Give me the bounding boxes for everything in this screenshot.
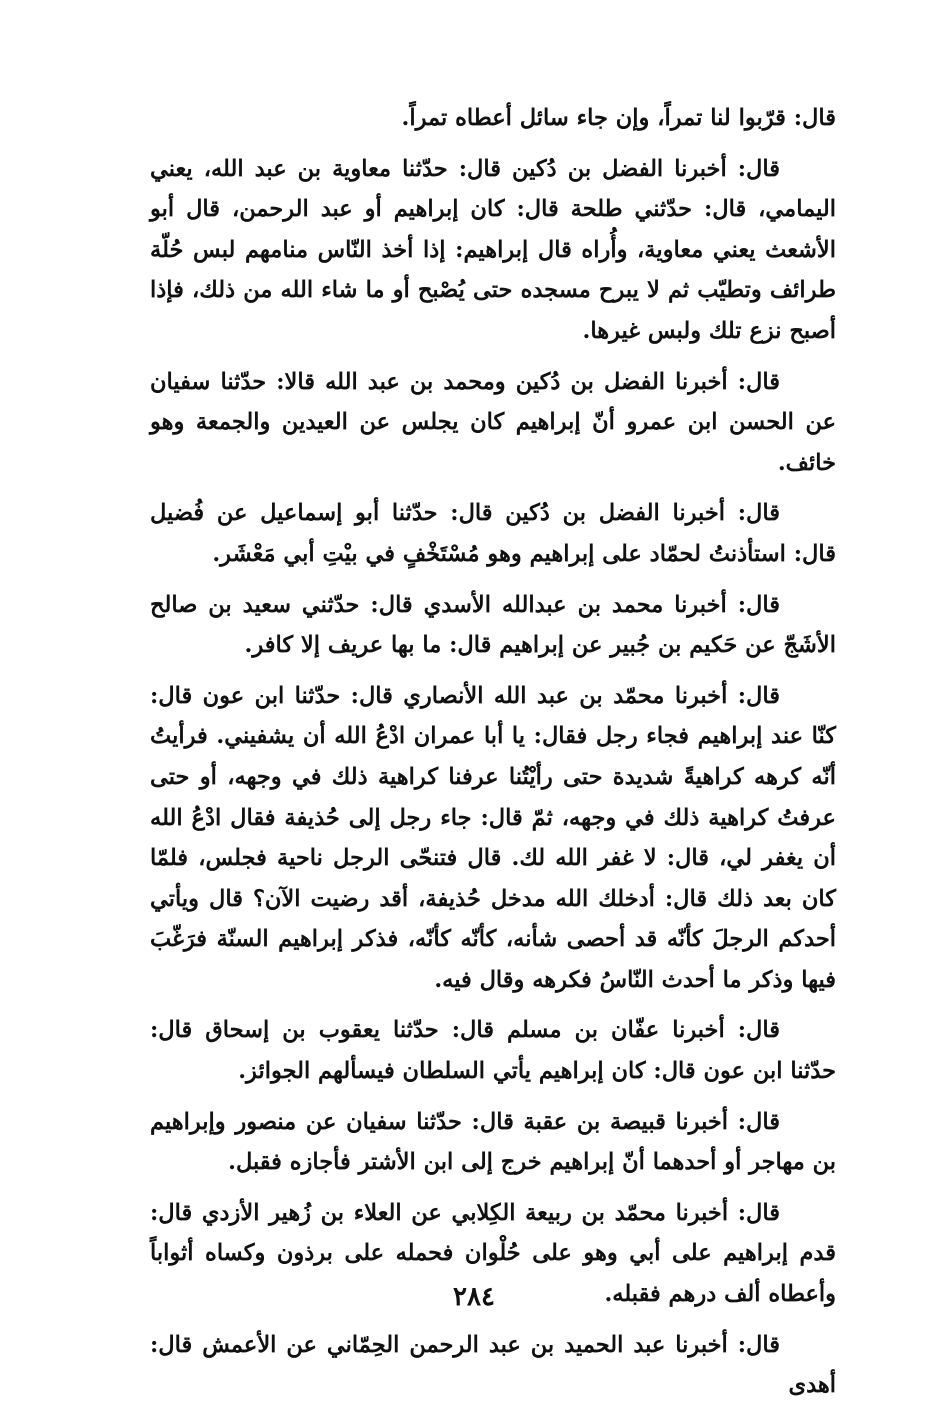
paragraph-3: قال: أخبرنا الفضل بن دُكين ومحمد بن عبد الله قالا: حدّثنا سفيان عن الحسن ابن عمرو أنّ إبراهيم كان يجلس عن العيدين والجمعة وهو خائف. xyxy=(150,368,836,476)
page-body xyxy=(150,98,836,1416)
paragraph-7: قال: أخبرنا عفّان بن مسلم قال: حدّثنا يعقوب بن إسحاق قال: حدّثنا ابن عون قال: كان إبراهيم يأتي السلطان فيسألهم الجوائز. xyxy=(150,1017,836,1085)
paragraph-5: قال: أخبرنا محمد بن عبدالله الأسدي قال: حدّثني سعيد بن صالح الأشَجّ عن حَكيم بن جُبير عن إبراهيم قال: ما بها عريف إلا كافر. xyxy=(150,591,836,659)
paragraph-2: قال: أخبرنا الفضل بن دُكين قال: حدّثنا معاوية بن عبد الله، يعني اليمامي، قال: حدّثني طلحة قال: كان إبراهيم أو عبد الرحمن، قال أبو الأشعث يعني معاوية، وأُراه قال إبراهيم: إذا أخذ النّاس منامهم لبس حُلّة طرائف وتطيّب ثم لا يبرح مسجده حتى يُصْبح أو ما شاء الله من ذلك، فإذا أصبح نزع تلك ولبس غيرها. xyxy=(150,155,836,344)
paragraph-1: قال: قرّبوا لنا تمراً، وإن جاء سائل أعطاه تمراً. xyxy=(401,105,836,131)
page-number: ٢٨٤ xyxy=(453,1282,495,1312)
paragraph-8: قال: أخبرنا قبيصة بن عقبة قال: حدّثنا سفيان عن منصور وإبراهيم بن مهاجر أو أحدهما أنّ إبراهيم خرج إلى ابن الأشتر فأجازه فقبل. xyxy=(150,1108,836,1176)
paragraph-6: قال: أخبرنا محمّد بن عبد الله الأنصاري قال: حدّثنا ابن عون قال: كنّا عند إبراهيم فجاء رجل فقال: يا أبا عمران ادْعُ الله أن يشفيني. فرأيتُ أنّه كرهه كراهيةً شديدة حتى رأيْتُنا عرفنا كراهية ذلك في وجهه، أو حتى عرفتُ كراهية ذلك في وجهه، ثمّ قال: جاء رجل إلى حُذيفة فقال ادْعُ الله أن يغفر لي، قال: لا غفر الله لك. قال فتنحّى الرجل ناحية فجلس، فلمّا كان بعد ذلك قال: أدخلك الله مدخل حُذيفة، أقد رضيت الآن؟ قال ويأتي أحدكم الرجلَ كأنّه قد أحصى شأنه، كأنّه كأنّه، فذكر إبراهيم السنّة فرَغّبَ فيها وذكر ما أحدث النّاسُ فكرهه وقال فيه. xyxy=(150,682,836,993)
paragraph-4: قال: أخبرنا الفضل بن دُكين قال: حدّثنا أبو إسماعيل عن فُضيل قال: استأذنتُ لحمّاد على إبراهيم وهو مُسْتَخْفٍ في بيْتِ أبي مَعْشَر. xyxy=(150,500,836,567)
paragraph-10: قال: أخبرنا عبد الحميد بن عبد الرحمن الحِمّاني عن الأعمش قال: أهدى xyxy=(150,1331,836,1399)
paragraph-9: قال: أخبرنا محمّد بن ربيعة الكِلابي عن العلاء بن زُهير الأزدي قال: قدم إبراهيم على أبي وهو على حُلْوان فحمله على برذون وكساه أثواباً وأعطاه ألف درهم فقبله. xyxy=(150,1199,836,1308)
